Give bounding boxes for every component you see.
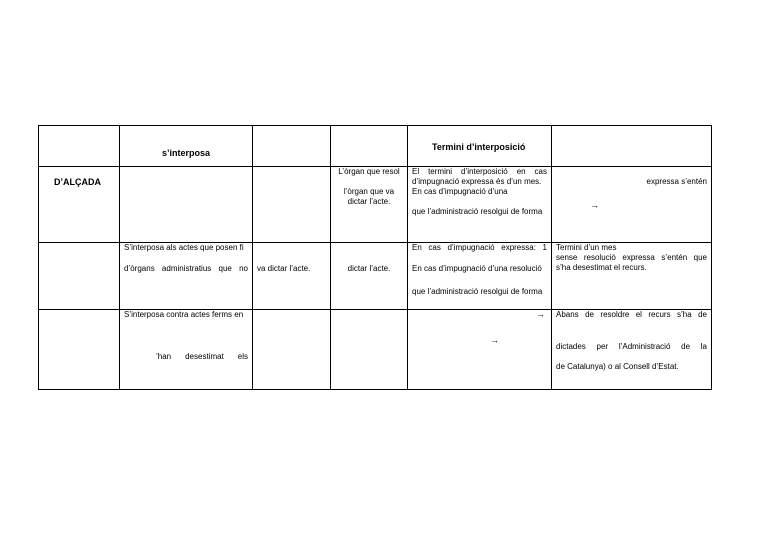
arrow-icon: → xyxy=(536,309,545,319)
cell xyxy=(253,167,331,243)
cell xyxy=(408,243,552,310)
cell xyxy=(552,310,712,390)
cell-text: dictades per l’Administració de la xyxy=(556,342,707,351)
cell-text: S’interposa als actes que posen fi xyxy=(124,243,244,252)
cell-text: que l’administració resolgui de forma xyxy=(412,287,543,296)
cell-text: Termini d’un mes xyxy=(556,243,617,252)
cell-text: En cas d’impugnació d’una resolució xyxy=(412,264,542,273)
cell xyxy=(39,310,120,390)
cell-text: s’ha desestimat el recurs. xyxy=(556,263,647,272)
cell-text: va dictar l’acte. xyxy=(257,264,311,273)
header-cell-2 xyxy=(120,126,253,167)
table-row xyxy=(39,243,712,310)
header-cell-5 xyxy=(408,126,552,167)
cell-text: l’òrgan que va xyxy=(343,187,395,196)
table-row xyxy=(39,167,712,243)
cell-text: dictar l’acte. xyxy=(347,197,391,206)
cell-text: ’han desestimat els xyxy=(156,352,248,361)
cell xyxy=(331,243,408,310)
cell-text: sense resolució expressa s’entén que xyxy=(556,253,707,262)
header-cell-3 xyxy=(253,126,331,167)
cell xyxy=(120,310,253,390)
cell-text: L’òrgan que resol xyxy=(338,167,400,176)
cell xyxy=(408,310,552,390)
cell-text: En cas d’impugnació expressa: 1 xyxy=(412,243,547,252)
document-table xyxy=(38,125,712,390)
cell xyxy=(120,167,253,243)
cell-text: de Catalunya) o al Consell d’Estat. xyxy=(556,362,679,371)
cell xyxy=(331,310,408,390)
cell-text: S’interposa contra actes ferms en xyxy=(124,310,244,319)
header-interposa: s’interposa xyxy=(162,148,211,158)
row-title-cell xyxy=(39,167,120,243)
cell-text: En cas d’impugnació d’una xyxy=(412,187,508,196)
cell xyxy=(408,167,552,243)
header-cell-6 xyxy=(552,126,712,167)
row-title-alcada: D’ALÇADA xyxy=(54,177,101,187)
header-cell-1 xyxy=(39,126,120,167)
cell xyxy=(120,243,253,310)
table-row xyxy=(39,310,712,390)
cell xyxy=(331,167,408,243)
cell xyxy=(253,243,331,310)
cell-text: expressa s’entén xyxy=(646,177,707,186)
header-cell-4 xyxy=(331,126,408,167)
cell-text: d’òrgans administratius que no xyxy=(124,264,248,273)
cell-text: que l’administració resolgui de forma xyxy=(412,207,543,216)
cell-text: dictar l’acte. xyxy=(347,264,391,273)
cell-text: d’impugnació expressa és d’un mes. xyxy=(412,177,542,186)
header-termini: Termini d’interposició xyxy=(432,142,526,152)
arrow-icon: → xyxy=(490,335,499,345)
cell xyxy=(552,167,712,243)
cell-text: El termini d’interposició en cas xyxy=(412,167,547,176)
cell xyxy=(552,243,712,310)
cell xyxy=(253,310,331,390)
cell-text: Abans de resoldre el recurs s’ha de xyxy=(556,310,707,319)
header-row xyxy=(39,126,712,167)
cell xyxy=(39,243,120,310)
arrow-icon: → xyxy=(590,200,599,210)
